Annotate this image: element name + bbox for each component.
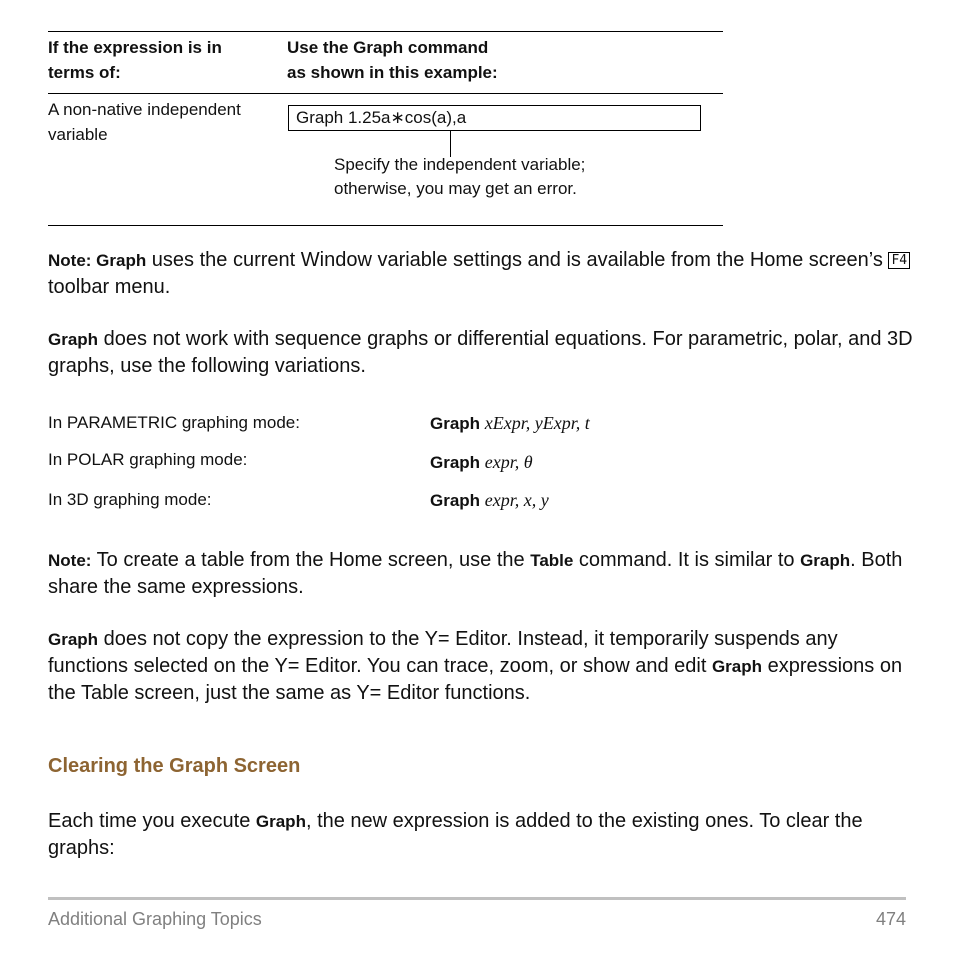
para4-text1: Each time you execute [48,810,256,832]
table-bottom-rule [48,225,723,226]
table-top-rule [48,31,723,32]
note1-text1: uses the current Window variable settings and is available from the Home screen’s [146,249,889,271]
command-graph: Graph [800,551,851,570]
table-header-rule [48,93,723,94]
command-graph: Graph [96,251,147,270]
para4-text2: , the new expression is added to the existing ones. To clear the graphs: [48,810,863,859]
syntax-args: expr, x, y [484,490,549,510]
syntax-polar [430,450,533,475]
note1-text2: toolbar menu. [48,276,171,298]
paragraph-clearing [48,808,918,861]
callout-text [334,153,714,201]
para2-text: does not work with sequence graphs or differential equations. For parametric, polar, and 3D graphs, use the following variations. [48,328,913,377]
note-graph-settings [48,247,918,300]
callout-line1: Specify the independent variable; [334,155,586,174]
table-row-col1 [48,97,283,147]
command-graph: Graph [711,657,763,676]
header-col2-line2: as shown in this example: [287,63,498,82]
syntax-args: xExpr, yExpr, t [484,413,590,433]
mode-label-parametric: In PARAMETRIC graphing mode: [48,413,300,432]
note2-text3: . Both share the same expressions. [48,549,903,598]
row-col1-line1: A non-native independent [48,100,241,119]
header-col1-line2: terms of: [48,63,121,82]
command-graph: Graph [430,414,481,433]
command-graph: Graph [430,491,481,510]
section-heading: Clearing the Graph Screen [48,755,301,777]
page-number: 474 [875,909,906,929]
header-col1-line1: If the expression is in [48,38,222,57]
note-label: Note: [48,551,92,570]
para3-text1: does not copy the expression to the Y= Editor. Instead, it temporarily suspends any functions selected on the Y= Editor. You can trace, zoom, or show and edit [48,628,838,677]
command-table: Table [530,551,574,570]
note-label: Note: [48,251,97,270]
command-graph: Graph [48,630,99,649]
command-graph: Graph [430,453,481,472]
footer-title: Additional Graphing Topics [48,909,262,929]
footer-rule [48,897,906,900]
table-header-col2 [287,35,707,85]
para3-text2: expressions on the Table screen, just the same as Y= Editor functions. [48,655,903,704]
paragraph-variations [48,326,918,379]
table-header-col1 [48,35,278,85]
command-graph: Graph [48,330,99,349]
header-col2-line1: Use the Graph command [287,38,489,57]
paragraph-y-editor [48,626,918,706]
command-graph: Graph [255,812,306,831]
note-table-command [48,547,918,600]
row-col1-line2: variable [48,125,108,144]
f4-key-icon: F4 [888,252,910,269]
note2-text2: command. It is similar to [573,549,801,571]
example-code-box: Graph 1.25a∗cos(a),a [288,105,701,131]
mode-label-polar: In POLAR graphing mode: [48,450,248,469]
syntax-parametric [430,411,590,436]
mode-label-3d: In 3D graphing mode: [48,490,212,509]
syntax-args: expr, θ [484,452,533,472]
callout-line2: otherwise, you may get an error. [334,179,577,198]
syntax-3d [430,488,549,513]
note2-text1: To create a table from the Home screen, use the [91,549,531,571]
